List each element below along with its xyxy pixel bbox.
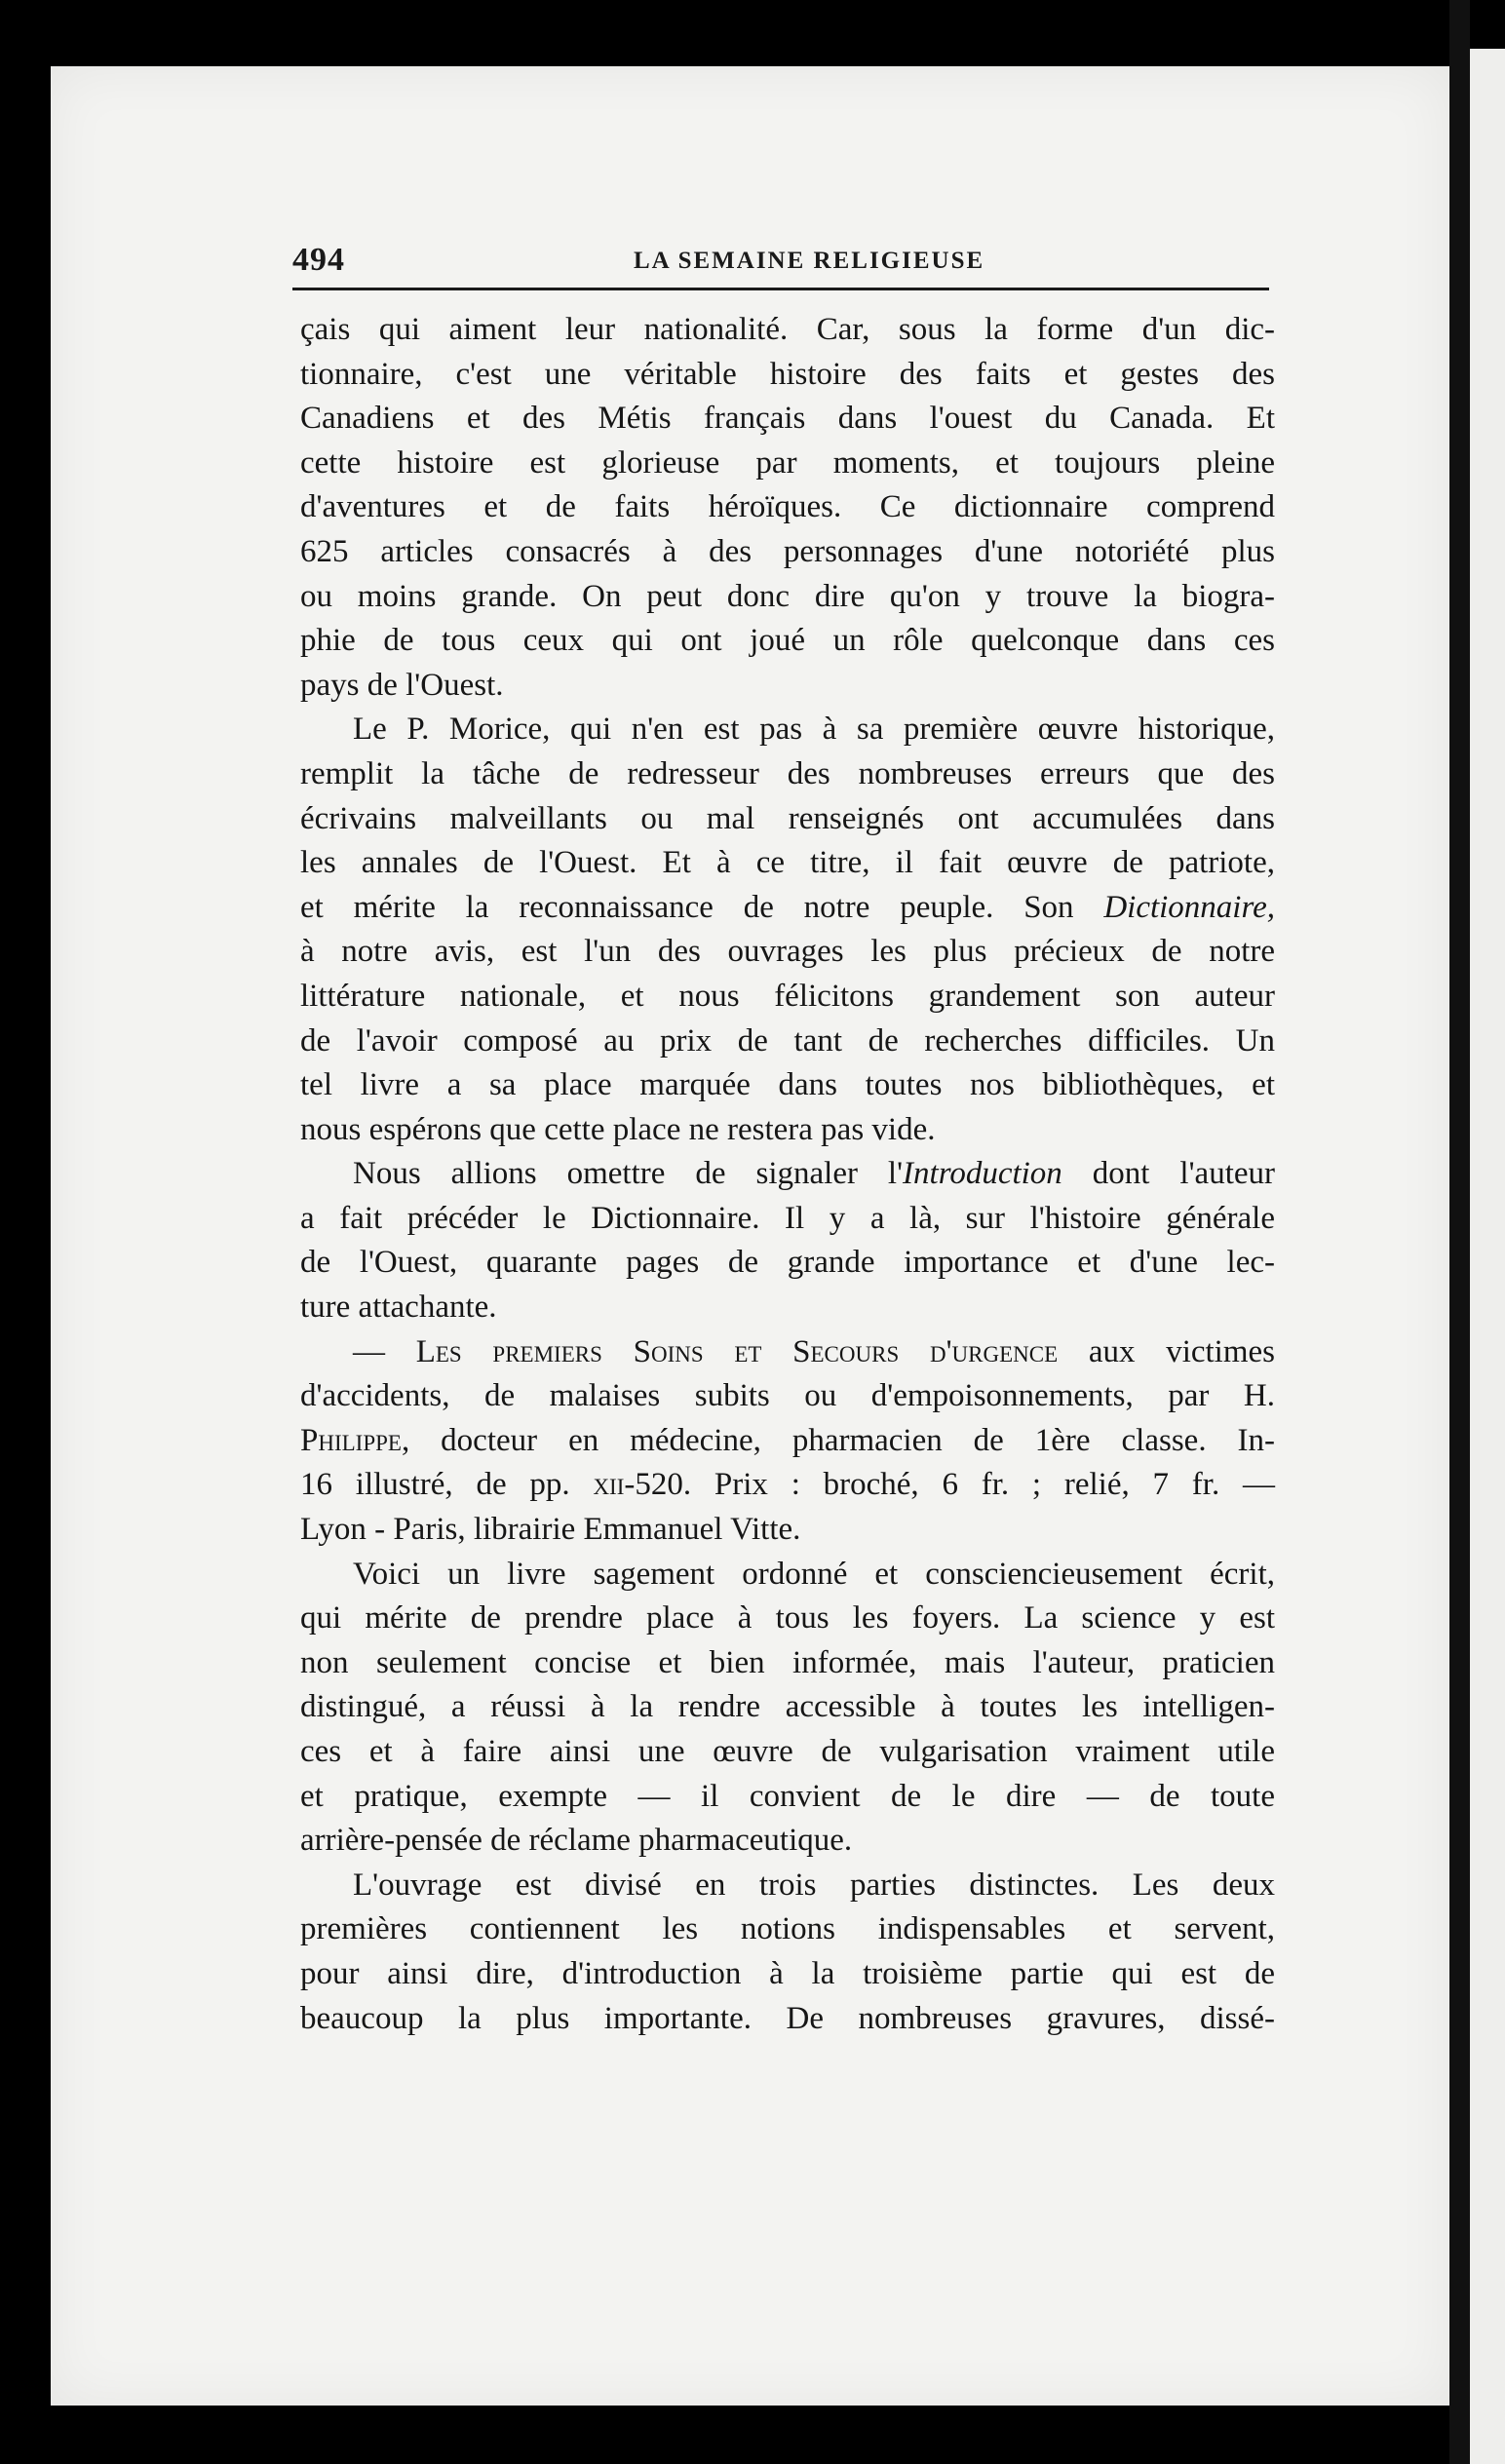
- text-line: 625 articles consacrés à des personnages d'une notoriété plus: [300, 533, 1275, 569]
- text-line: et pratique, exempte — il convient de le dire — de toute: [300, 1778, 1275, 1814]
- text-line: çais qui aiment leur nationalité. Car, sous la forme d'un dic-: [300, 312, 1275, 347]
- body-text: [300, 308, 1275, 2041]
- text-run: dont l'auteur: [1061, 1156, 1275, 1192]
- text-line: d'accidents, de malaises subits ou d'empoisonnements, par H.: [300, 1378, 1275, 1414]
- text-line: L'ouvrage est divisé en trois parties distinctes. Les deux: [353, 1867, 1275, 1903]
- text-line: remplit la tâche de redresseur des nombreuses erreurs que des: [300, 755, 1275, 791]
- text-line: ture attachante.: [300, 1290, 497, 1326]
- text-line: phie de tous ceux qui ont joué un rôle quelconque dans ces: [300, 623, 1275, 659]
- text-line: [300, 1463, 1275, 1508]
- text-run: aux victimes: [1058, 1333, 1275, 1369]
- text-line: littérature nationale, et nous félicitons grandement son auteur: [300, 978, 1275, 1014]
- text-line: premières contiennent les notions indispensables et servent,: [300, 1911, 1275, 1947]
- text-line: a fait précéder le Dictionnaire. Il y a là, sur l'histoire générale: [300, 1200, 1275, 1236]
- text-run: , docteur en médecine, pharmacien de 1ère classe. In-: [401, 1422, 1275, 1458]
- text-line: Canadiens et des Métis français dans l'ouest du Canada. Et: [300, 401, 1275, 437]
- text-line: pays de l'Ouest.: [300, 667, 504, 703]
- text-line: nous espérons que cette place ne restera pas vide.: [300, 1111, 936, 1147]
- text-line: cette histoire est glorieuse par moments, et toujours pleine: [300, 444, 1275, 481]
- text-line: écrivains malveillants ou mal renseignés ont accumulées dans: [300, 800, 1275, 836]
- author-name: Philippe: [300, 1422, 402, 1458]
- header-rule: [292, 288, 1269, 290]
- text-line: [300, 1152, 1275, 1197]
- text-run: 16 illustré, de pp.: [300, 1467, 594, 1503]
- text-run: Nous allions omettre de signaler l': [353, 1156, 904, 1192]
- running-title: LA SEMAINE RELIGIEUSE: [634, 248, 985, 274]
- facing-page-edge: [1470, 49, 1505, 2464]
- text-line: à notre avis, est l'un des ouvrages les plus précieux de notre: [300, 934, 1275, 970]
- text-run: et mérite la reconnaissance de notre peuple. Son: [300, 889, 1104, 925]
- text-line: Le P. Morice, qui n'en est pas à sa première œuvre historique,: [353, 712, 1275, 748]
- text-line: tionnaire, c'est une véritable histoire des faits et gestes des: [300, 356, 1275, 392]
- italic-title: Introduction: [903, 1156, 1062, 1192]
- book-title: Les premiers Soins et Secours d'urgence: [415, 1333, 1059, 1369]
- text-line: qui mérite de prendre place à tous les foyers. La science y est: [300, 1600, 1275, 1636]
- text-line: ces et à faire ainsi une œuvre de vulgarisation vraiment utile: [300, 1734, 1275, 1769]
- text-line: Lyon - Paris, librairie Emmanuel Vitte.: [300, 1512, 801, 1548]
- page-header: [292, 242, 1267, 281]
- text-line: [300, 886, 1275, 931]
- text-line: non seulement concise et bien informée, mais l'auteur, praticien: [300, 1644, 1275, 1680]
- text-line: les annales de l'Ouest. Et à ce titre, il fait œuvre de patriote,: [300, 845, 1275, 881]
- page-gutter-shadow: [1449, 0, 1470, 2464]
- text-line: ou moins grande. On peut donc dire qu'on y trouve la biogra-: [300, 578, 1275, 614]
- text-line: distingué, a réussi à la rendre accessible à toutes les intelligen-: [300, 1689, 1275, 1725]
- text-line: Voici un livre sagement ordonné et consciencieusement écrit,: [353, 1556, 1275, 1592]
- page-number: 494: [292, 242, 345, 278]
- text-run: -520. Prix : broché, 6 fr. ; relié, 7 fr. —: [624, 1467, 1275, 1503]
- text-run: —: [353, 1333, 416, 1369]
- roman-numeral: xii: [593, 1467, 625, 1503]
- text-line: [300, 1330, 1275, 1375]
- italic-title: Dictionnaire,: [1103, 889, 1275, 925]
- text-line: de l'avoir composé au prix de tant de recherches difficiles. Un: [300, 1022, 1275, 1059]
- text-line: tel livre a sa place marquée dans toutes nos bibliothèques, et: [300, 1067, 1275, 1103]
- text-line: beaucoup la plus importante. De nombreuses gravures, dissé-: [300, 2000, 1275, 2036]
- text-line: d'aventures et de faits héroïques. Ce dictionnaire comprend: [300, 489, 1275, 525]
- text-line: arrière-pensée de réclame pharmaceutique.: [300, 1823, 853, 1859]
- text-line: [300, 1419, 1275, 1464]
- text-line: de l'Ouest, quarante pages de grande importance et d'une lec-: [300, 1245, 1275, 1281]
- text-line: pour ainsi dire, d'introduction à la troisième partie qui est de: [300, 1955, 1275, 1991]
